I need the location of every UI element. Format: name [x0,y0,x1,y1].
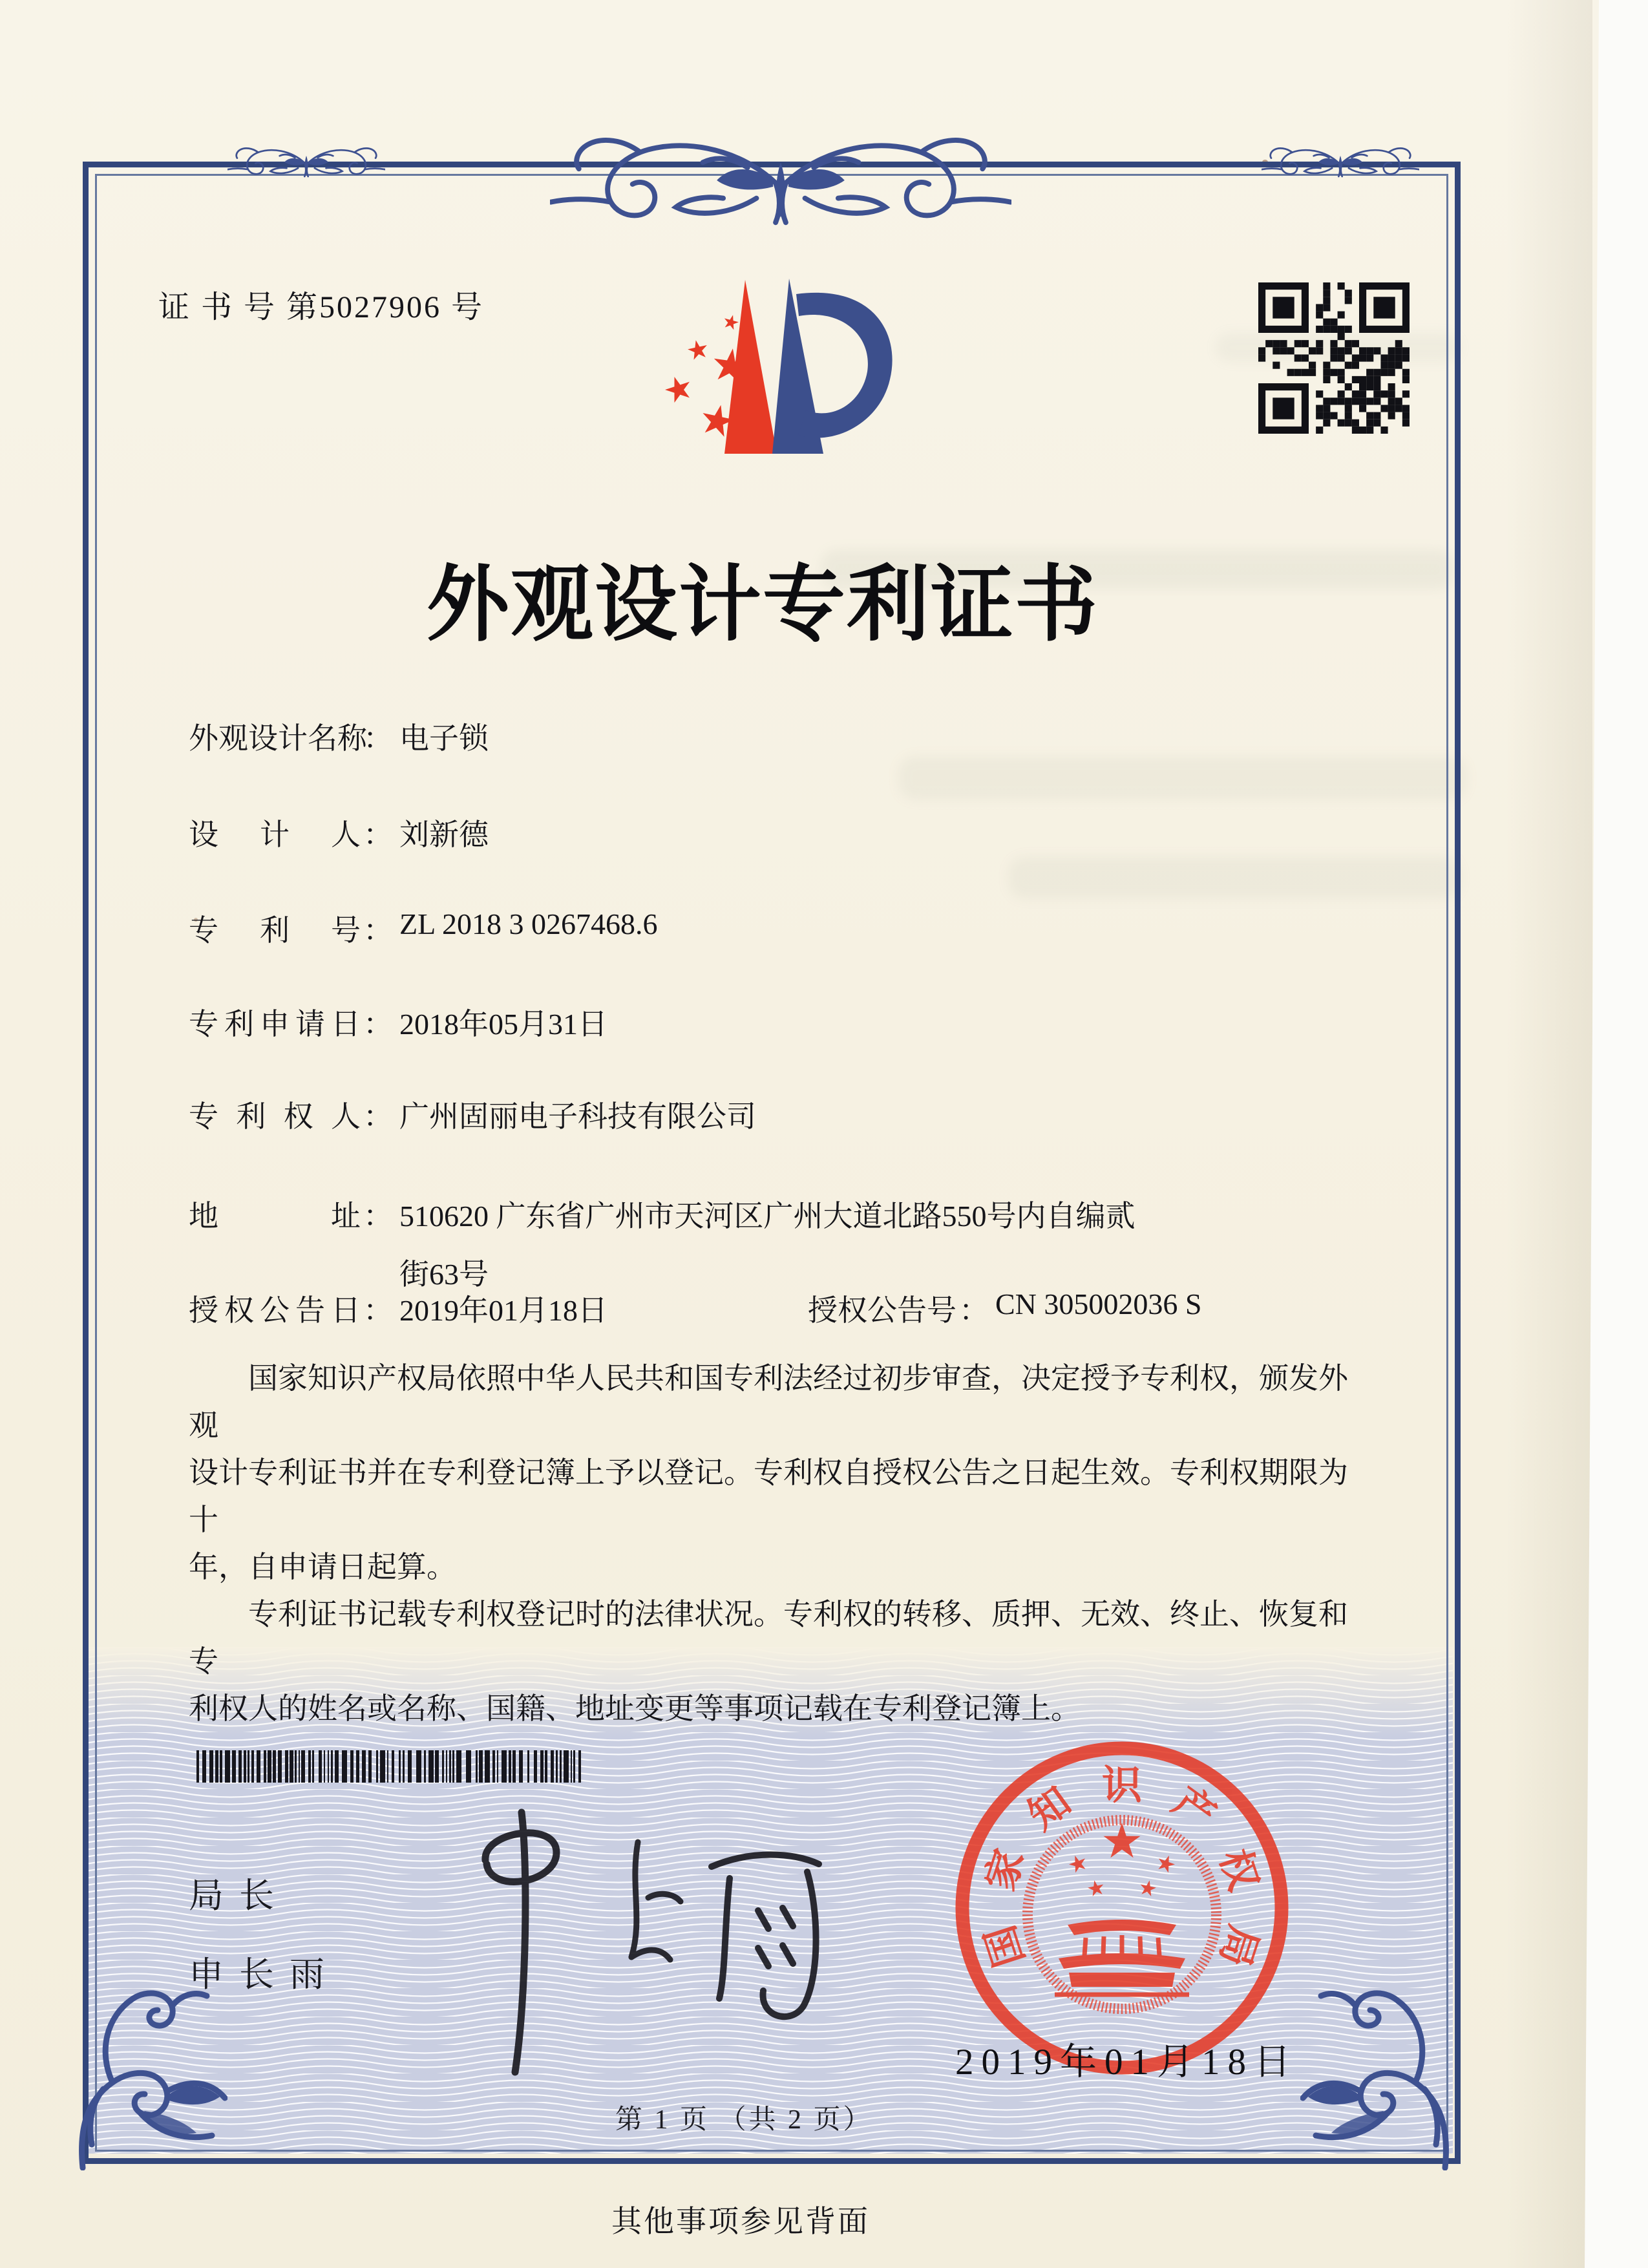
svg-text:识: 识 [1101,1764,1143,1808]
grant-number-column [808,1287,1201,1330]
back-note: 其他事项参见背面 [611,2205,870,2239]
legal-body-text [189,1355,1358,1732]
bottom-left-corner-ornament [72,1977,227,2170]
field-row-grant [189,1287,1455,1330]
colon: ： [363,1008,393,1041]
field-value: CN 305002036 S [995,1288,1202,1320]
field-label: 专利号 [189,914,361,947]
paragraph-line: 设计专利证书并在专利登记簿上予以登记。专利权自授权公告之日起生效。专利权期限为十 [189,1456,1348,1536]
seal-date: 2019年01月18日 [955,2042,1298,2083]
field-value: ZL 2018 3 0267468.6 [399,907,658,940]
field-row-designer [189,811,489,854]
colon: ： [363,1294,393,1327]
field-value: 刘新德 [399,818,489,851]
qr-code-icon [1258,282,1410,434]
colon: ： [959,1294,989,1327]
paper-edge-shadow [1506,0,1592,2268]
field-label: 授权公告日 [189,1294,361,1327]
field-label: 授权公告号 [808,1294,956,1327]
cnipa-logo-icon [660,275,900,459]
page-indicator: 第 1 页 （共 2 页） [615,2105,873,2135]
director-name: 申长雨 [189,1955,340,1994]
svg-text:知: 知 [1020,1779,1079,1839]
colon: ： [363,914,393,947]
paragraph-line: 年，自申请日起算。 [189,1551,456,1584]
colon: ： [363,1200,393,1233]
svg-text:权: 权 [1211,1844,1265,1896]
director-title: 局长 [189,1876,290,1915]
field-value: 2018年05月31日 [399,1008,607,1041]
field-row-patentee [189,1093,756,1136]
barcode-icon [194,1750,589,1783]
paragraph-line: 利权人的姓名或名称、国籍、地址变更等事项记载在专利登记簿上。 [189,1692,1081,1725]
colon: ： [363,818,393,851]
field-value: 2019年01月18日 [399,1294,607,1327]
field-label: 专利权人 [189,1100,361,1133]
colon: ： [363,1100,393,1133]
svg-text:家: 家 [978,1844,1033,1896]
top-center-scroll-ornament [550,127,1011,235]
svg-text:国: 国 [978,1920,1033,1972]
paragraph-line: 国家知识产权局依照中华人民共和国专利法经过初步审查，决定授予专利权，颁发外观 [189,1362,1348,1442]
svg-text:局: 局 [1211,1920,1265,1972]
field-value: 电子锁 [399,722,489,755]
certificate-number: 证 书 号 第5027906 号 [158,290,485,324]
address-line-2: 街63号 [399,1258,489,1291]
field-row-filing-date [189,1001,607,1043]
address-line-1: 510620 广东省广州市天河区广州大道北路550号内自编贰 [399,1200,1136,1233]
paragraph-line: 专利证书记载专利权登记时的法律状况。专利权的转移、质押、无效、终止、恢复和专 [189,1598,1348,1678]
field-row-design-name [189,715,489,758]
signature-icon [423,1783,876,2093]
field-label: 地址 [189,1200,361,1233]
top-right-scroll-ornament [1262,143,1419,181]
bottom-right-corner-ornament [1300,1977,1455,2170]
colon: ： [363,722,393,755]
field-label: 外观设计名称 [189,722,367,755]
field-label: 专利申请日 [189,1008,361,1041]
field-row-address [189,1192,1136,1293]
field-row-patent-number [189,907,658,949]
field-value: 广州固丽电子科技有限公司 [399,1100,756,1133]
svg-text:产: 产 [1165,1779,1223,1839]
field-label: 设计人 [189,818,361,851]
top-left-scroll-ornament [227,143,385,181]
certificate-title: 外观设计专利证书 [427,559,1099,651]
